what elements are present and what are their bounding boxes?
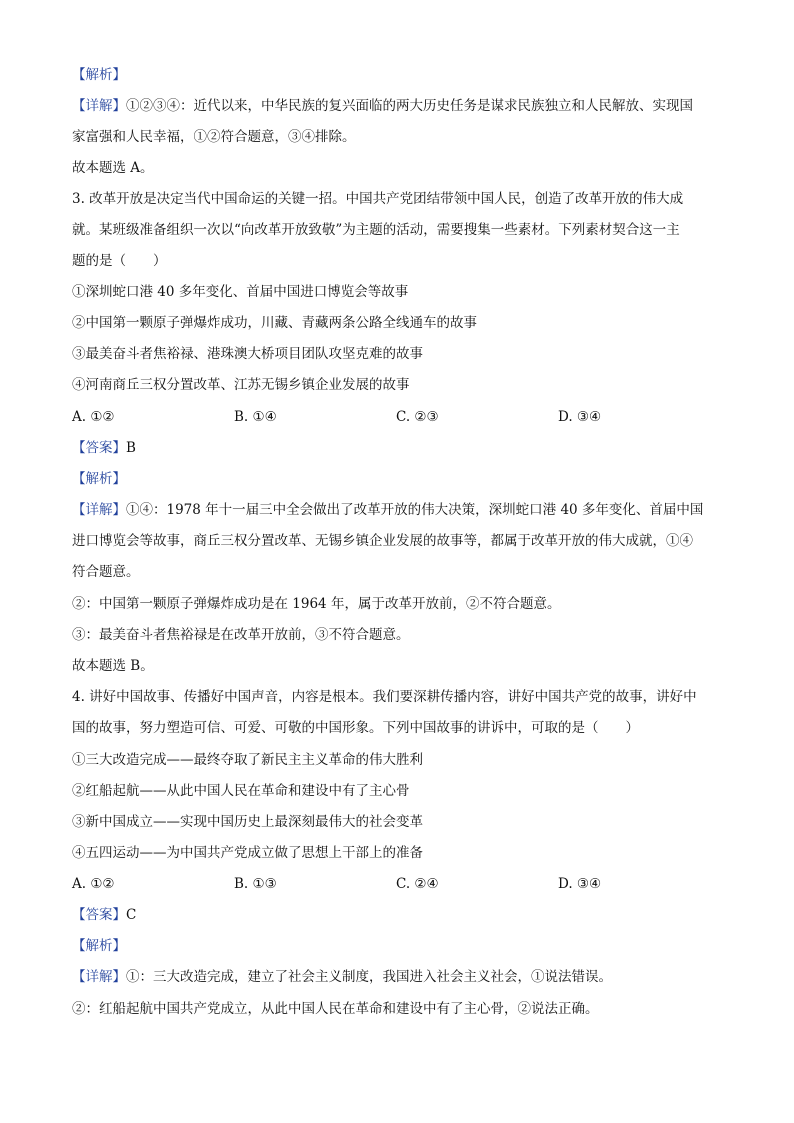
q4-item: ④五四运动——为中国共产党成立做了思想上干部上的准备 bbox=[72, 845, 423, 861]
q3-option-b: B. ①④ bbox=[234, 409, 277, 425]
q4-item: ③新中国成立——实现中国历史上最深刻最伟大的社会变革 bbox=[72, 814, 423, 830]
q4-option-c: C. ②④ bbox=[396, 876, 439, 892]
q4-option-b: B. ①③ bbox=[234, 876, 277, 892]
answer-value: B bbox=[126, 440, 136, 456]
q4-option-d: D. ③④ bbox=[558, 876, 602, 892]
q4-option-a: A. ①② bbox=[72, 876, 115, 892]
answer-tag: 【答案】 bbox=[72, 907, 126, 923]
q3-answer-line bbox=[72, 439, 724, 457]
detail-paragraph-line: ②：中国第一颗原子弹爆炸成功是在 1964 年，属于改革开放前，②不符合题意。 bbox=[72, 596, 561, 612]
analysis-heading: 【解析】 bbox=[72, 471, 126, 487]
detail-paragraph-line bbox=[72, 97, 724, 115]
q3-option-c: C. ②③ bbox=[396, 409, 439, 425]
analysis-heading: 【解析】 bbox=[72, 938, 126, 954]
q3-stem-line: 题的是（ ） bbox=[72, 253, 167, 269]
answer-tag: 【答案】 bbox=[72, 440, 126, 456]
q3-option-a: A. ①② bbox=[72, 409, 115, 425]
detail-paragraph-line: 进口博览会等故事，商丘三权分置改革、无锡乡镇企业发展的故事等，都属于改革开放的伟大成就，①④ bbox=[72, 533, 693, 549]
q4-item: ①三大改造完成——最终夺取了新民主主义革命的伟大胜利 bbox=[72, 752, 423, 768]
detail-paragraph-line bbox=[72, 501, 724, 519]
q4-stem-line: 4. 讲好中国故事、传播好中国声音，内容是根本。我们要深耕传播内容，讲好中国共产党的故事，讲好中 bbox=[72, 689, 697, 705]
detail-paragraph-line: ②：红船起航中国共产党成立，从此中国人民在革命和建设中有了主心骨，②说法正确。 bbox=[72, 1001, 599, 1017]
q3-item: ①深圳蛇口港 40 多年变化、首届中国进口博览会等故事 bbox=[72, 284, 409, 300]
q4-stem-line: 国的故事，努力塑造可信、可爱、可敬的中国形象。下列中国故事的讲诉中，可取的是（ ） bbox=[72, 720, 639, 736]
detail-tag: 【详解】 bbox=[72, 969, 126, 985]
analysis-heading: 【解析】 bbox=[72, 67, 126, 83]
detail-paragraph-line bbox=[72, 968, 724, 986]
detail-paragraph-line: 家富强和人民幸福，①②符合题意，③④排除。 bbox=[72, 129, 356, 145]
detail-text: ①②③④：近代以来，中华民族的复兴面临的两大历史任务是谋求民族独立和人民解放、实现国 bbox=[126, 98, 693, 114]
q3-item: ③最美奋斗者焦裕禄、港珠澳大桥项目团队攻坚克难的故事 bbox=[72, 346, 423, 362]
q3-item: ②中国第一颗原子弹爆炸成功，川藏、青藏两条公路全线通车的故事 bbox=[72, 315, 477, 331]
q3-option-d: D. ③④ bbox=[558, 409, 602, 425]
detail-paragraph-line: 符合题意。 bbox=[72, 564, 140, 580]
q3-stem-line: 就。某班级准备组织一次以“向改革开放致敬”为主题的活动，需要搜集一些素材。下列素材契合这一主 bbox=[72, 222, 680, 238]
conclusion-line: 故本题选 A。 bbox=[72, 160, 154, 176]
detail-tag: 【详解】 bbox=[72, 502, 126, 518]
detail-tag: 【详解】 bbox=[72, 98, 126, 114]
answer-value: C bbox=[126, 907, 137, 923]
detail-text: ①：三大改造完成，建立了社会主义制度，我国进入社会主义社会，①说法错误。 bbox=[126, 969, 612, 985]
q3-item: ④河南商丘三权分置改革、江苏无锡乡镇企业发展的故事 bbox=[72, 377, 410, 393]
q4-item: ②红船起航——从此中国人民在革命和建设中有了主心骨 bbox=[72, 783, 410, 799]
detail-text: ①④：1978 年十一届三中全会做出了改革开放的伟大决策，深圳蛇口港 40 多年变化、首届中国 bbox=[126, 502, 704, 518]
q4-answer-line bbox=[72, 906, 724, 924]
detail-paragraph-line: ③：最美奋斗者焦裕禄是在改革开放前，③不符合题意。 bbox=[72, 627, 410, 643]
conclusion-line: 故本题选 B。 bbox=[72, 658, 154, 674]
q3-stem-line: 3. 改革开放是决定当代中国命运的关键一招。中国共产党团结带领中国人民，创造了改革开放的伟大成 bbox=[72, 191, 684, 207]
